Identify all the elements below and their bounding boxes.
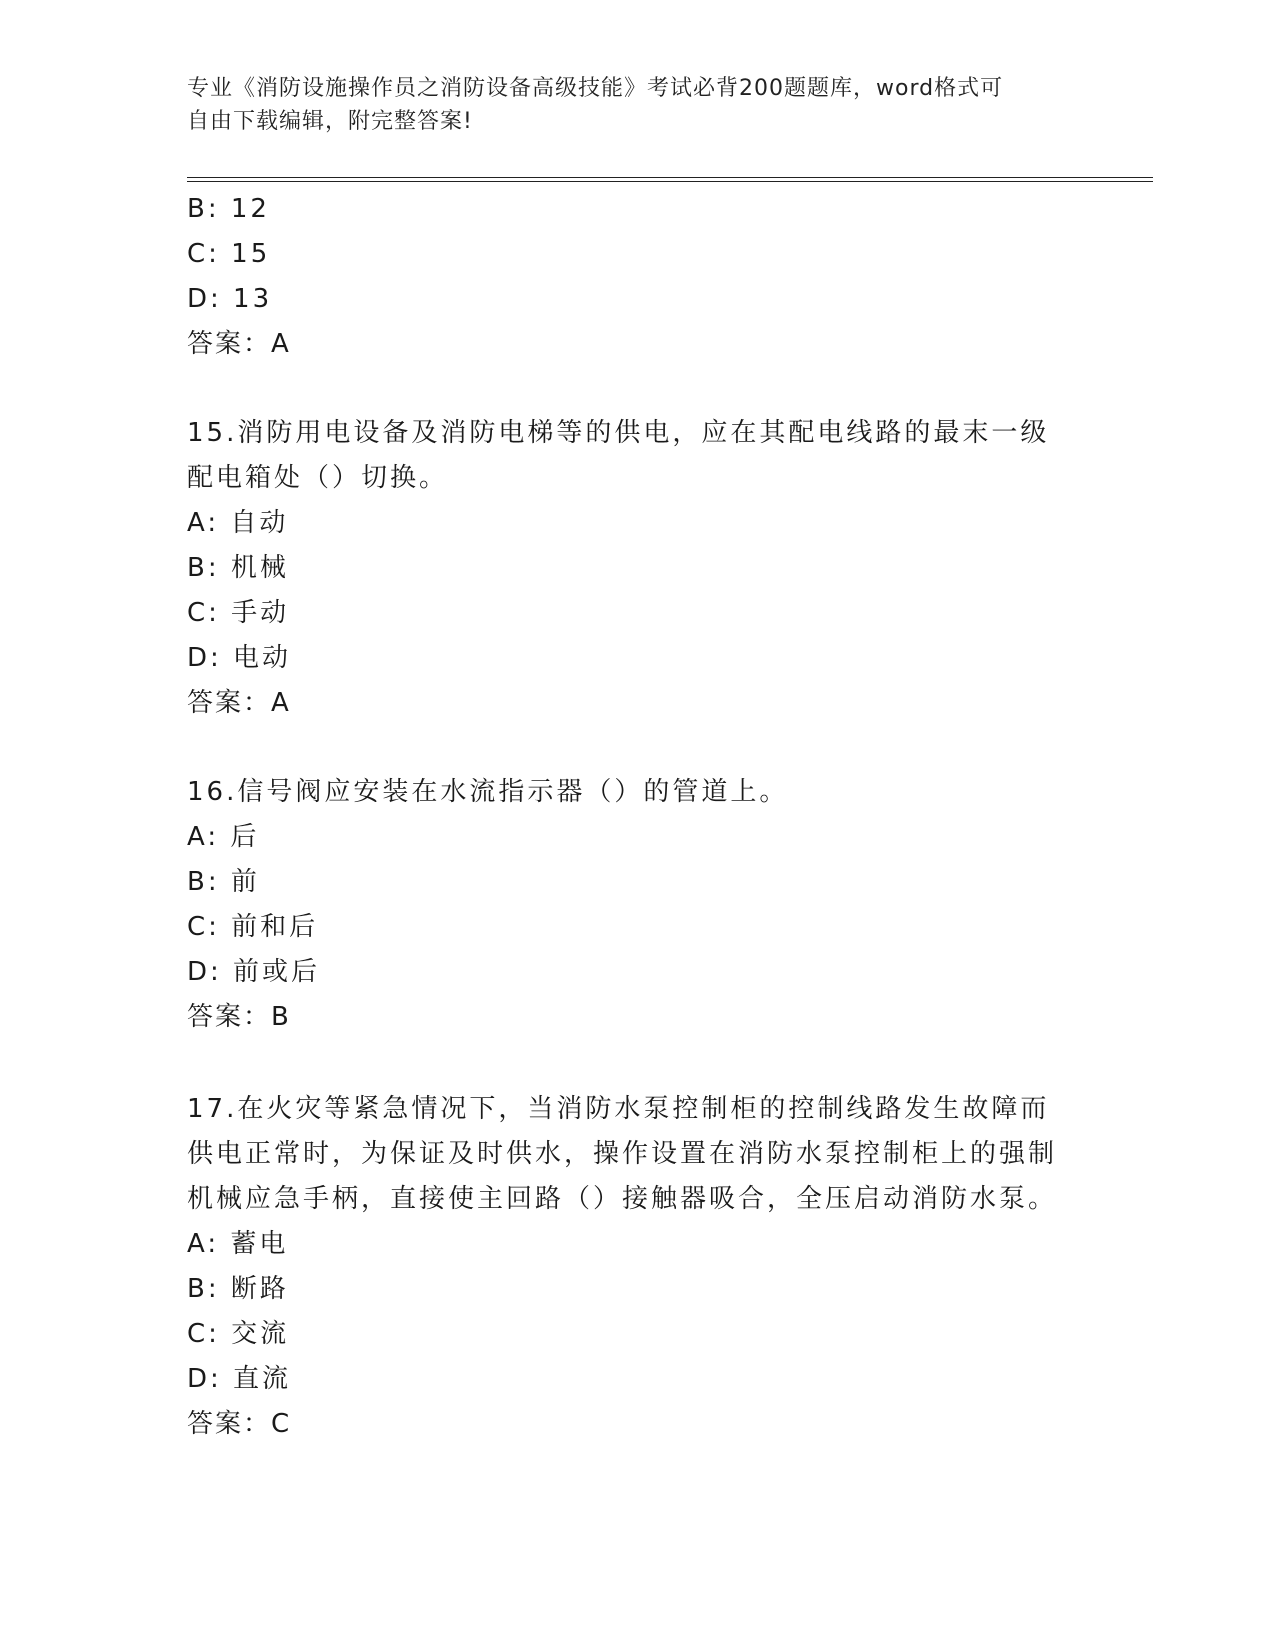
question-17-answer: 答案：C [187,1409,292,1439]
question-15-option-b: B: 机械 [187,553,289,583]
question-15-option-d: D: 电动 [187,643,292,673]
question-16-option-c: C: 前和后 [187,912,319,942]
header-divider-top [187,177,1153,178]
prev-option-b: B: 12 [187,194,270,224]
question-17-option-a: A: 蓄电 [187,1229,289,1259]
header-line-2: 自由下载编辑，附完整答案! [187,109,473,134]
question-15-option-a: A: 自动 [187,508,289,538]
question-15-answer: 答案：A [187,688,291,718]
question-16-option-d: D: 前或后 [187,957,321,987]
question-17-option-d: D: 直流 [187,1364,292,1394]
question-16-text: 16.信号阀应安装在水流指示器（）的管道上。 [187,777,789,807]
prev-option-d: D: 13 [187,284,273,314]
question-16-answer: 答案：B [187,1002,291,1032]
header-line-1: 专业《消防设施操作员之消防设备高级技能》考试必背200题题库，word格式可 [187,76,1004,101]
prev-answer: 答案：A [187,329,291,359]
question-17-option-b: B: 断路 [187,1274,289,1304]
question-16-option-b: B: 前 [187,867,260,897]
header-divider-bottom [187,181,1153,182]
question-15-option-c: C: 手动 [187,598,290,628]
prev-option-c: C: 15 [187,239,271,269]
document-header [187,72,1087,138]
question-16-option-a: A: 后 [187,822,260,852]
question-17-option-c: C: 交流 [187,1319,290,1349]
question-15-text: 15.消防用电设备及消防电梯等的供电，应在其配电线路的最末一级配电箱处（）切换。 [187,418,1050,493]
question-17-text: 17.在火灾等紧急情况下，当消防水泵控制柜的控制线路发生故障而供电正常时，为保证及时供水，操作设置在消防水泵控制柜上的强制机械应急手柄，直接使主回路（）接触器吸合，全压启动消防水泵。 [187,1094,1058,1214]
